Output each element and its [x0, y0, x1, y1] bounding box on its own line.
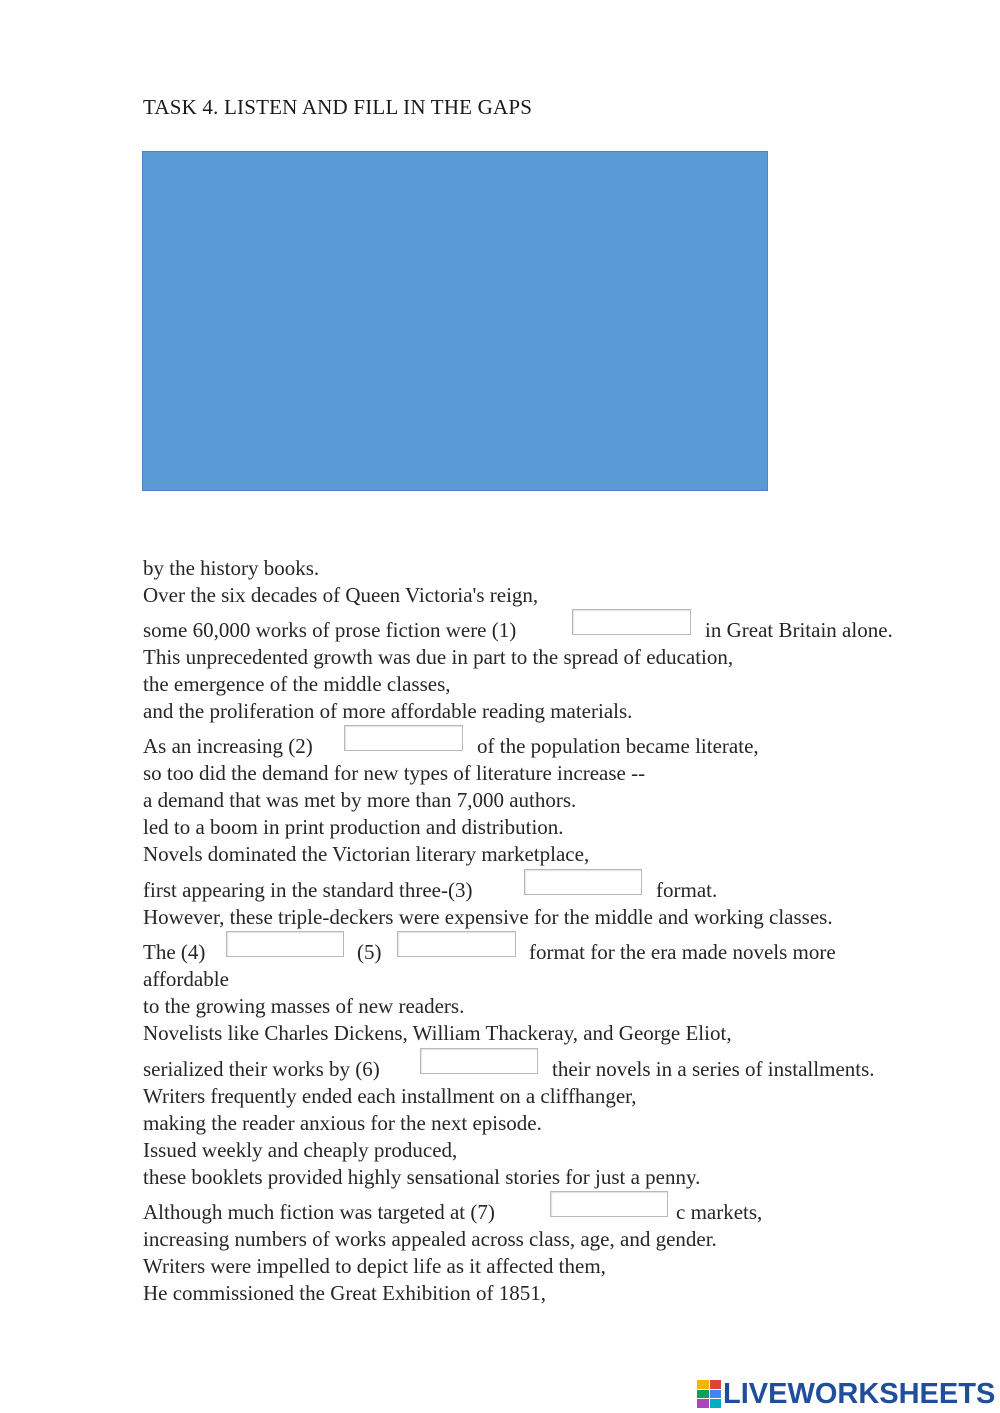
- text-line: making the reader anxious for the next episode.: [143, 1111, 542, 1135]
- text-line: Although much fiction was targeted at (7): [143, 1200, 495, 1224]
- text-line: The (4): [143, 940, 206, 964]
- text-line: to the growing masses of new readers.: [143, 994, 465, 1018]
- text-line: c markets,: [676, 1200, 763, 1224]
- media-player-placeholder[interactable]: [142, 151, 768, 491]
- liveworksheets-logo: [697, 1377, 995, 1411]
- gap-input-2[interactable]: [344, 725, 463, 751]
- text-line: format.: [656, 878, 718, 902]
- text-line: of the population became literate,: [477, 734, 759, 758]
- text-line: However, these triple-deckers were expensive for the middle and working classes.: [143, 905, 833, 929]
- text-line: led to a boom in print production and distribution.: [143, 815, 564, 839]
- text-line: Novels dominated the Victorian literary marketplace,: [143, 842, 590, 866]
- text-line: format for the era made novels more: [529, 940, 836, 964]
- text-line: these booklets provided highly sensational stories for just a penny.: [143, 1165, 701, 1189]
- gap-input-6[interactable]: [420, 1048, 538, 1074]
- text-line: and the proliferation of more affordable reading materials.: [143, 699, 633, 723]
- gap-input-5[interactable]: [397, 931, 516, 957]
- text-line: (5): [357, 940, 382, 964]
- gap-input-7[interactable]: [550, 1191, 668, 1217]
- gap-input-1[interactable]: [572, 609, 691, 635]
- task-title: TASK 4. LISTEN AND FILL IN THE GAPS: [143, 95, 533, 119]
- text-line: He commissioned the Great Exhibition of 1851,: [143, 1281, 547, 1305]
- text-line: increasing numbers of works appealed across class, age, and gender.: [143, 1227, 717, 1251]
- text-line: first appearing in the standard three-(3): [143, 878, 473, 902]
- text-line: their novels in a series of installments.: [552, 1057, 875, 1081]
- text-line: so too did the demand for new types of literature increase --: [143, 761, 646, 785]
- text-line: the emergence of the middle classes,: [143, 672, 451, 696]
- text-line: Issued weekly and cheaply produced,: [143, 1138, 458, 1162]
- text-line: in Great Britain alone.: [705, 618, 893, 642]
- text-line: Writers frequently ended each installment on a cliffhanger,: [143, 1084, 637, 1108]
- text-line: some 60,000 works of prose fiction were (1): [143, 618, 517, 642]
- gap-input-4[interactable]: [226, 931, 344, 957]
- text-line: Over the six decades of Queen Victoria's reign,: [143, 583, 539, 607]
- gap-input-3[interactable]: [524, 869, 642, 895]
- text-line: by the history books.: [143, 556, 320, 580]
- text-line: a demand that was met by more than 7,000 authors.: [143, 788, 577, 812]
- text-line: serialized their works by (6): [143, 1057, 380, 1081]
- text-line: As an increasing (2): [143, 734, 313, 758]
- text-line: This unprecedented growth was due in part to the spread of education,: [143, 645, 734, 669]
- text-line: affordable: [143, 967, 229, 991]
- logo-mark-icon: [697, 1380, 721, 1408]
- text-line: Writers were impelled to depict life as it affected them,: [143, 1254, 606, 1278]
- logo-text: LIVEWORKSHEETS: [723, 1377, 996, 1410]
- text-line: Novelists like Charles Dickens, William Thackeray, and George Eliot,: [143, 1021, 732, 1045]
